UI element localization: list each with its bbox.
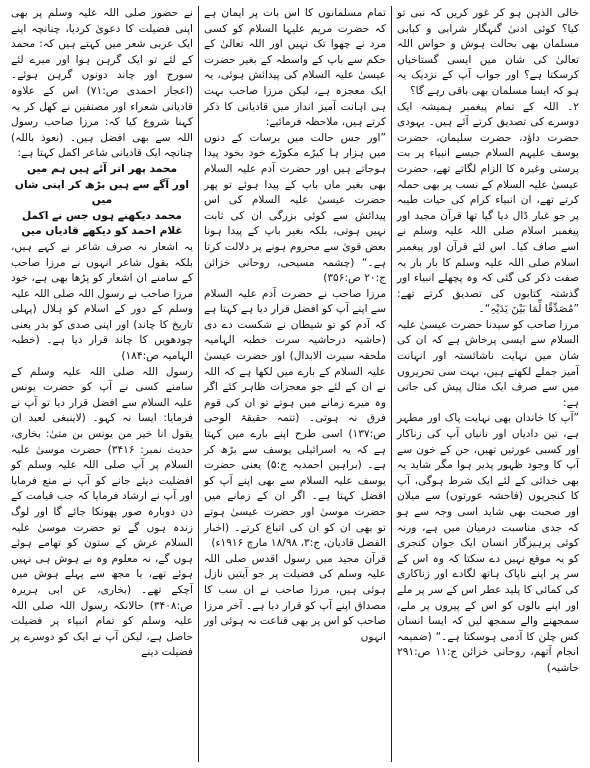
poem-verse: محمد پھر اتر آئے ہیں ہم میں xyxy=(26,162,178,175)
poem-verse: محمد دیکھنے ہوں جس نے اکمل xyxy=(22,209,182,222)
quote-paragraph: ”اور جس حالت میں برسات کے دنوں میں ہزار ہا کیڑے مکوڑے خود بخود پیدا ہوجاتے ہیں اور حضرت آدم علیہ السلام بھی بغیر ماں باپ کے پیدا ہوئے تو پھر حضرت عیسیٰ علیہ السلام کی اس پیدائش سے کوئی بزرگی ان کی ثابت نہیں ہوتی، بلکہ بغیر باپ کے پیدا ہونا بعض قویٰ سے محروم ہونے پر دلالت کرتا ہے۔“ (چشمہ مسیحی، روحانی خزائن ج:۲۰ ص:۳۵۶) xyxy=(204,131,386,285)
paragraph: ۲۔ اللہ کے تمام پیغمبر ہمیشہ ایک دوسرے کی تصدیق کرتے آئے ہیں۔ یہودی حضرت داؤد، حضرت سلیمان، حضرت یوسف علیہم السلام جیسے انبیاء پر بت پرستی وغیرہ کا الزام لگاتے تھے، حضرت عیسیٰ علیہ السلام کے نسب پر بھی حملہ کرتے تھے، ان انبیاء کرام کی حیات طیبہ پر جو غبار ڈال دیا گیا تھا قرآن مجید اور پیغمبر اسلام صلی اللہ علیہ وسلم نے اسے صاف کیا۔ اس لئے قرآن اور پیغمبر اسلام صلی اللہ علیہ وسلم کا بار بار یہ صفت ذکر کی گئی کہ وہ پچھلے انبیاء اور گذشتہ کتابوں کی تصدیق کرتے تھے: ”مُصَدِّقًا لِّمَا بَیْنَ یَدَیْہِ“۔ xyxy=(397,100,579,316)
paragraph: رسول اللہ صلی اللہ علیہ وسلم کے سامنے کسی نے آپ کو حضرت یونس علیہ السلام سے افضل قرار دیا تو آپ نے فرمایا: ایسا نہ کہو۔ (لاینبغی لعبد ان یقول انا خیر من یونس بن متیٰ: بخاری، حدیث نمبر: ۳۴۱۶) حضرت موسیٰ علیہ السلام پر آپ صلی اللہ علیہ وسلم کو افضلیت دیئے جانے کو آپ نے منع فرمایا اور آپ نے ارشاد فرمایا کہ جب قیامت کے دن دوبارہ صور پھونکا جائے گا اور لوگ زندہ ہوں گے تو حضرت موسیٰ علیہ السلام عرش کے ستون کو تھامے ہوئے ہوں گے، نہ معلوم وہ بے ہوش ہی نہیں ہوئے تھے، یا مجھ سے پہلے ہوش میں آچکے تھے۔ (بخاری، عن ابی ہریرہ ص:۳۴۰۸) حالانکہ رسول اللہ صلی اللہ علیہ وسلم کو تمام انبیاء پر فضیلت حاصل ہے، لیکن آپ نے ایک کو دوسرے پر فضیلت دینے xyxy=(11,365,193,659)
column-left xyxy=(6,6,199,762)
paragraph: مرزا صاحب نے حضرت آدم علیہ السلام سے اپنے آپ کو افضل قرار دیا ہے کہتا ہے کہ آدم کو تو شیطان نے شکست دے دی (حاشیہ درحاشیہ سرت خطبہ الہامیہ ملحقہ سیرت الابدال) اور حضرت عیسیٰ علیہ السلام کے بارے میں لکھا ہے کہ اللہ نے ان کے لئے جو معجزات ظاہر کئے اگر وہ میرے زمانے میں ہوتے تو ان کی قوم فرق نہ ہوتی۔ (تتمہ حقیقۃ الوحی ص:۱۳۷) اسی طرح اپنے بارے میں کہتا ہے کہ یہ اسرائیلی یوسف سے بڑھ کر ہے۔ (براہین احمدیہ ج:۵) یعنی حضرت یوسف علیہ السلام سے بھی اپنے آپ کو افضل کہتا ہے۔ اگر ان کے زمانے میں حضرت موسیٰ اور حضرت عیسیٰ ہوتے تو بھی ان کو ان کی اتباع کرتے۔ (اخبار الفضل قادیان، ج:۳، ۱۸/۹۸ مارچ ۱۹۱۶ء) xyxy=(204,287,386,550)
paragraph: قرآن مجید میں رسول اقدس صلی اللہ علیہ وسلم کی فضیلت پر جو آیتیں نازل ہوئی ہیں، مرزا صاحب نے ان سب کا مصداق اپنے آپ کو قرار دیا ہے۔ آخر مرزا صاحب کو اس پر بھی قناعت نہ ہوئی اور انہوں xyxy=(204,552,386,643)
column-middle xyxy=(199,6,392,762)
poem-verse: غلام احمد کو دیکھے قادیاں میں xyxy=(21,225,183,238)
column-right xyxy=(392,6,584,762)
quote-paragraph: ”آپ کا خاندان بھی نہایت پاک اور مطہر ہے، تین دادیاں اور نانیاں آپ کی زناکار اور کسبی عورتیں تھیں، جن کے خون سے آپ کا وجود ظہور پذیر ہوا مگر شاید یہ بھی خدائی کے لئے ایک شرط ہوگی، آپ کا کنجریوں (فاحشہ عورتوں) سے میلان اور صحبت بھی شاید اسی وجہ سے ہو کہ جدی مناسبت درمیان میں ہے، ورنہ کوئی پرہیزگار انسان ایک جوان کنجری کو یہ موقع نہیں دے سکتا کہ وہ اس کے سر پر اپنے ناپاک ہاتھ لگادے اور زناکاری کی کمائی کا پلید عطر اس کے سر پر ملے اور اپنے بالوں کو اس کے پیروں پر ملے، سمجھنے والے سمجھ لیں کہ ایسا انسان کس چلن کا آدمی ہوسکتا ہے۔“ (ضمیمہ انجام آتھم، روحانی خزائن ج:۱۱ ص:۲۹۱ حاشیہ) xyxy=(397,412,580,674)
paragraph: یہ اشعار نہ صرف شاعر نے کہے ہیں، بلکہ بقول شاعر انہوں نے مرزا صاحب کے سامنے ان اشعار کو پڑھا بھی ہے، خود مرزا صاحب نے رسول اللہ صلی اللہ علیہ وسلم کے دور کے اسلام کو ہلال (پہلی تاریخ کا چاند) اور اپنی صدی کو بدر یعنی چودھویں کا چاند قرار دیا ہے۔ (خطبہ الہامیہ ص:۱۸۴) xyxy=(11,240,193,363)
poem-verse: اور آگے سے ہیں بڑھ کر اپنی شاں میں xyxy=(14,178,190,207)
paragraph: مرزا صاحب کو سیدنا حضرت عیسیٰ علیہ السلام سے ایسی پرخاش ہے کہ ان کی شان میں نہایت ناشائستہ اور انہانت آمیز جملے لکھتے ہیں، بہت سی تحریروں میں سے صرف ایک مثال پیش کی جاتی ہے: xyxy=(397,318,579,409)
paragraph: خالی الذہن ہو کر غور کریں کہ نبی تو کیا؟ کوئی ادنیٰ گنہگار شرابی و کبابی مسلمان بھی بحالت ہوش و حواس اللہ تعالیٰ کی شان میں ایسی گستاخیاں کرسکتا ہے؟ اور جواب آپ کے نزدیک یہ ہو کہ ایسا مسلمان بھی باقی رہے گا؟ xyxy=(397,7,579,97)
paragraph: تمام مسلمانوں کا اس بات پر ایمان ہے کہ حضرت مریم علیہا السلام کو کسی مرد نے چھوا تک نہیں اور اللہ تعالیٰ کے حکم سے باپ کے واسطہ کے بغیر حضرت عیسیٰ علیہ السلام کی پیدائش ہوئی، یہ ایک معجزہ ہے، لیکن مرزا صاحب بہت ہی اہانت آمیز انداز میں قادیانی کا ذکر کرتے ہیں، ملاحظہ فرمائیے: xyxy=(204,7,386,129)
paragraph: نے حضور صلی اللہ علیہ وسلم پر بھی اپنی فضیلت کا دعویٰ کردیا، چنانچہ اپنے ایک عربی شعر میں کہتے ہیں کہ: محمد کے لئے تو ایک گرہن ہوا اور میرے لئے سورج اور چاند دونوں گرہن ہوئے۔ (اعجاز احمدی ص:۷۱) اس کے علاوہ قادیانی شعراء اور مصنفین نے کھل کر یہ کہنا شروع کیا کہ: مرزا صاحب رسول اللہ سے بھی افضل ہیں۔ (نعوذ باللہ) چنانچہ ایک قادیانی شاعر اکمل کہتا ہے: xyxy=(11,7,193,160)
